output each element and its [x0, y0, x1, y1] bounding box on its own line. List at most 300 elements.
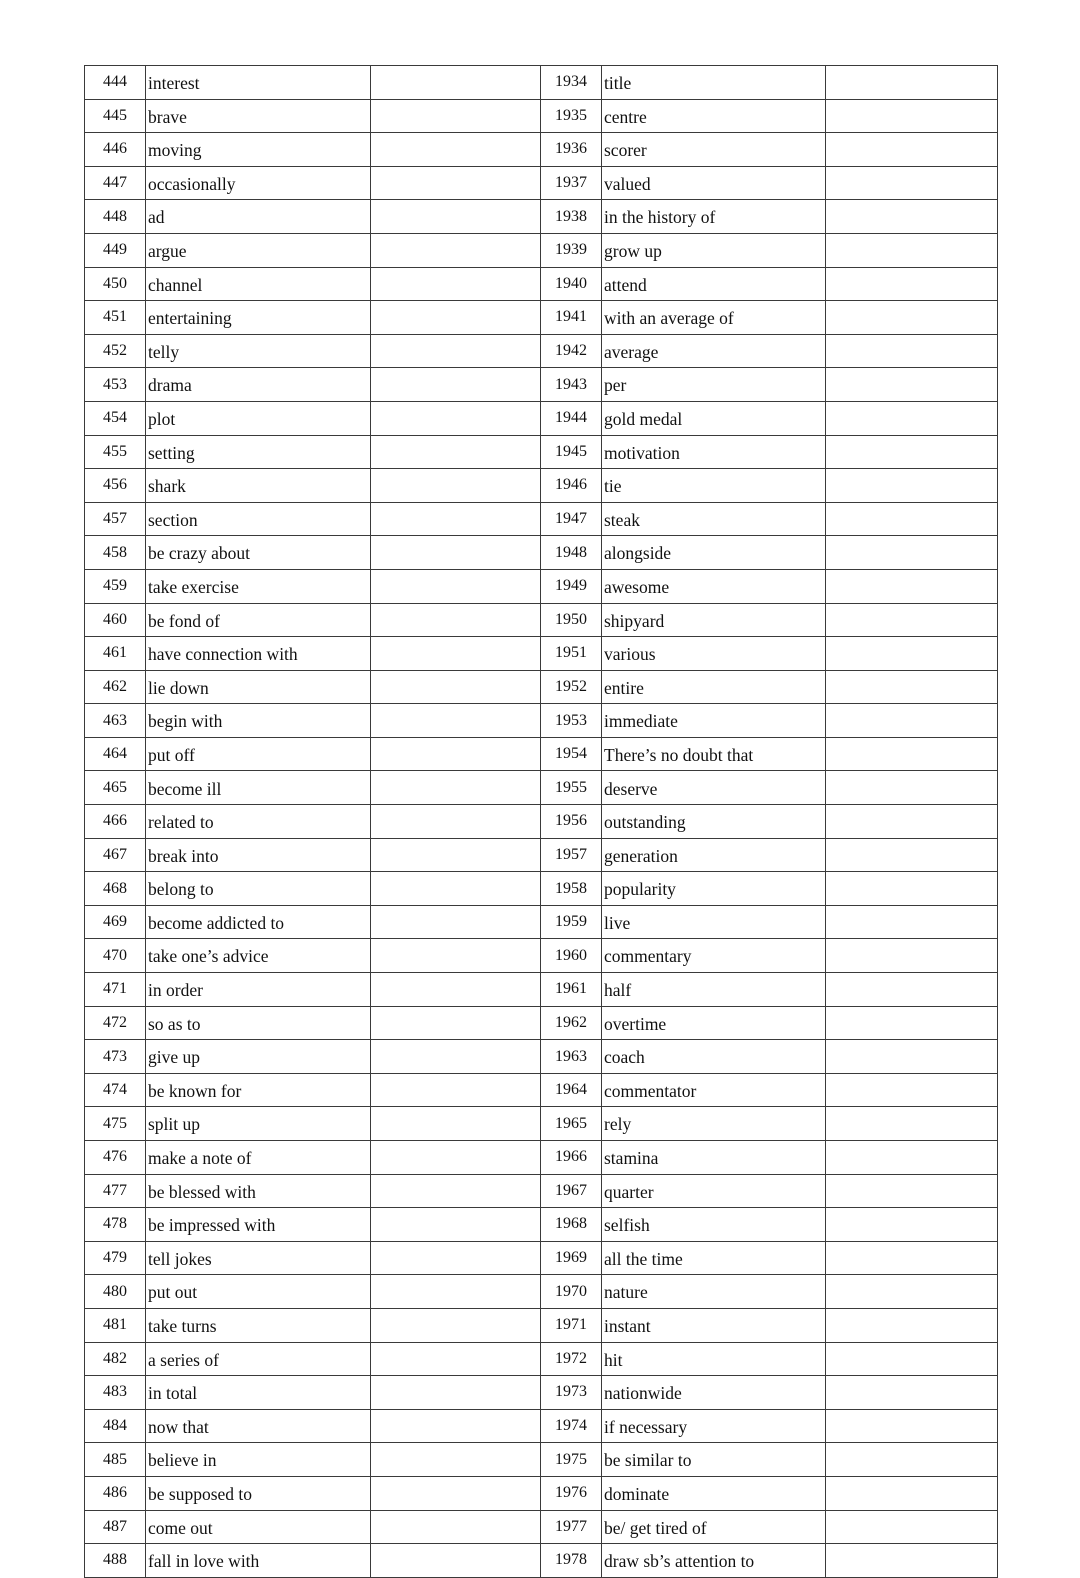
right-entry-number: 1947	[541, 502, 602, 536]
right-entry-word: awesome	[602, 569, 826, 603]
table-row	[85, 1107, 998, 1141]
table-row	[85, 1241, 998, 1275]
right-entry-number: 1945	[541, 435, 602, 469]
left-entry-word: section	[146, 502, 371, 536]
right-answer-cell[interactable]	[826, 166, 998, 200]
left-entry-word: believe in	[146, 1443, 371, 1477]
right-entry-number: 1969	[541, 1241, 602, 1275]
right-answer-cell[interactable]	[826, 637, 998, 671]
left-entry-number: 459	[85, 569, 146, 603]
left-entry-number: 483	[85, 1376, 146, 1410]
table-row	[85, 469, 998, 503]
left-entry-number: 468	[85, 872, 146, 906]
right-entry-word: centre	[602, 99, 826, 133]
right-entry-number: 1934	[541, 66, 602, 100]
table-row	[85, 670, 998, 704]
left-entry-word: now that	[146, 1409, 371, 1443]
right-answer-cell[interactable]	[826, 973, 998, 1007]
right-answer-cell[interactable]	[826, 435, 998, 469]
right-entry-number: 1938	[541, 200, 602, 234]
right-answer-cell[interactable]	[826, 536, 998, 570]
table-row	[85, 1544, 998, 1578]
table-row	[85, 973, 998, 1007]
right-entry-word: commentator	[602, 1073, 826, 1107]
right-entry-word: motivation	[602, 435, 826, 469]
left-answer-cell[interactable]	[371, 1174, 541, 1208]
right-entry-number: 1962	[541, 1006, 602, 1040]
right-entry-number: 1970	[541, 1275, 602, 1309]
left-answer-cell[interactable]	[371, 301, 541, 335]
right-answer-cell[interactable]	[826, 368, 998, 402]
left-entry-number: 455	[85, 435, 146, 469]
right-answer-cell[interactable]	[826, 334, 998, 368]
right-entry-word: nationwide	[602, 1376, 826, 1410]
table-row	[85, 737, 998, 771]
left-entry-word: ad	[146, 200, 371, 234]
right-entry-number: 1964	[541, 1073, 602, 1107]
left-answer-cell[interactable]	[371, 939, 541, 973]
right-answer-cell[interactable]	[826, 469, 998, 503]
left-entry-word: setting	[146, 435, 371, 469]
right-entry-word: gold medal	[602, 401, 826, 435]
left-entry-number: 481	[85, 1308, 146, 1342]
left-entry-number: 453	[85, 368, 146, 402]
left-entry-number: 449	[85, 233, 146, 267]
left-answer-cell[interactable]	[371, 66, 541, 100]
left-answer-cell[interactable]	[371, 1208, 541, 1242]
table-row	[85, 1006, 998, 1040]
left-entry-number: 456	[85, 469, 146, 503]
table-row	[85, 838, 998, 872]
left-entry-number: 477	[85, 1174, 146, 1208]
right-entry-word: outstanding	[602, 805, 826, 839]
right-answer-cell[interactable]	[826, 569, 998, 603]
left-entry-word: become addicted to	[146, 905, 371, 939]
table-row	[85, 301, 998, 335]
left-entry-number: 476	[85, 1141, 146, 1175]
right-answer-cell[interactable]	[826, 771, 998, 805]
right-entry-number: 1942	[541, 334, 602, 368]
right-entry-number: 1959	[541, 905, 602, 939]
right-answer-cell[interactable]	[826, 301, 998, 335]
right-answer-cell[interactable]	[826, 1174, 998, 1208]
left-entry-word: be known for	[146, 1073, 371, 1107]
right-entry-word: immediate	[602, 704, 826, 738]
right-entry-word: entire	[602, 670, 826, 704]
left-entry-number: 447	[85, 166, 146, 200]
right-entry-word: attend	[602, 267, 826, 301]
right-entry-number: 1963	[541, 1040, 602, 1074]
table-row	[85, 1275, 998, 1309]
right-entry-word: in the history of	[602, 200, 826, 234]
vocabulary-table-body	[85, 66, 998, 1578]
left-entry-number: 444	[85, 66, 146, 100]
right-entry-word: hit	[602, 1342, 826, 1376]
right-entry-number: 1950	[541, 603, 602, 637]
left-entry-number: 464	[85, 737, 146, 771]
left-answer-cell[interactable]	[371, 1476, 541, 1510]
right-entry-word: draw sb’s attention to	[602, 1544, 826, 1578]
right-entry-word: all the time	[602, 1241, 826, 1275]
left-entry-word: telly	[146, 334, 371, 368]
left-answer-cell[interactable]	[371, 233, 541, 267]
right-entry-word: nature	[602, 1275, 826, 1309]
right-entry-word: coach	[602, 1040, 826, 1074]
table-row	[85, 905, 998, 939]
table-row	[85, 401, 998, 435]
right-entry-number: 1943	[541, 368, 602, 402]
left-entry-number: 472	[85, 1006, 146, 1040]
right-entry-word: average	[602, 334, 826, 368]
left-entry-word: be fond of	[146, 603, 371, 637]
right-entry-number: 1968	[541, 1208, 602, 1242]
left-answer-cell[interactable]	[371, 1006, 541, 1040]
right-entry-number: 1949	[541, 569, 602, 603]
left-entry-word: moving	[146, 133, 371, 167]
right-entry-number: 1935	[541, 99, 602, 133]
left-answer-cell[interactable]	[371, 637, 541, 671]
left-entry-word: a series of	[146, 1342, 371, 1376]
right-entry-number: 1975	[541, 1443, 602, 1477]
left-answer-cell[interactable]	[371, 805, 541, 839]
left-answer-cell[interactable]	[371, 1443, 541, 1477]
right-entry-number: 1948	[541, 536, 602, 570]
left-answer-cell[interactable]	[371, 1141, 541, 1175]
left-entry-word: tell jokes	[146, 1241, 371, 1275]
left-entry-number: 446	[85, 133, 146, 167]
left-entry-number: 451	[85, 301, 146, 335]
left-entry-number: 479	[85, 1241, 146, 1275]
right-answer-cell[interactable]	[826, 502, 998, 536]
right-entry-number: 1937	[541, 166, 602, 200]
left-entry-word: in order	[146, 973, 371, 1007]
right-answer-cell[interactable]	[826, 872, 998, 906]
table-row	[85, 200, 998, 234]
left-entry-number: 487	[85, 1510, 146, 1544]
right-answer-cell[interactable]	[826, 1476, 998, 1510]
right-entry-number: 1951	[541, 637, 602, 671]
right-answer-cell[interactable]	[826, 1241, 998, 1275]
table-row	[85, 939, 998, 973]
right-entry-word: tie	[602, 469, 826, 503]
table-row	[85, 435, 998, 469]
left-entry-number: 462	[85, 670, 146, 704]
left-answer-cell[interactable]	[371, 737, 541, 771]
left-entry-number: 474	[85, 1073, 146, 1107]
left-answer-cell[interactable]	[371, 1544, 541, 1578]
left-answer-cell[interactable]	[371, 1275, 541, 1309]
right-entry-word: steak	[602, 502, 826, 536]
right-answer-cell[interactable]	[826, 401, 998, 435]
left-answer-cell[interactable]	[371, 1342, 541, 1376]
right-entry-number: 1953	[541, 704, 602, 738]
right-entry-word: selfish	[602, 1208, 826, 1242]
right-answer-cell[interactable]	[826, 1208, 998, 1242]
right-answer-cell[interactable]	[826, 670, 998, 704]
left-entry-number: 448	[85, 200, 146, 234]
table-row	[85, 805, 998, 839]
right-entry-number: 1939	[541, 233, 602, 267]
left-entry-word: be blessed with	[146, 1174, 371, 1208]
right-entry-number: 1956	[541, 805, 602, 839]
right-entry-number: 1972	[541, 1342, 602, 1376]
table-row	[85, 1476, 998, 1510]
left-entry-word: drama	[146, 368, 371, 402]
table-row	[85, 1409, 998, 1443]
right-answer-cell[interactable]	[826, 1107, 998, 1141]
right-answer-cell[interactable]	[826, 1006, 998, 1040]
right-answer-cell[interactable]	[826, 133, 998, 167]
right-entry-word: half	[602, 973, 826, 1007]
table-row	[85, 1443, 998, 1477]
table-row	[85, 166, 998, 200]
right-entry-word: per	[602, 368, 826, 402]
right-entry-word: alongside	[602, 536, 826, 570]
table-row	[85, 133, 998, 167]
left-answer-cell[interactable]	[371, 334, 541, 368]
left-answer-cell[interactable]	[371, 670, 541, 704]
right-entry-number: 1961	[541, 973, 602, 1007]
table-row	[85, 1141, 998, 1175]
right-entry-word: if necessary	[602, 1409, 826, 1443]
left-entry-number: 469	[85, 905, 146, 939]
left-answer-cell[interactable]	[371, 1241, 541, 1275]
right-entry-word: scorer	[602, 133, 826, 167]
left-entry-number: 465	[85, 771, 146, 805]
left-entry-word: related to	[146, 805, 371, 839]
right-answer-cell[interactable]	[826, 1376, 998, 1410]
right-entry-word: commentary	[602, 939, 826, 973]
left-entry-word: take turns	[146, 1308, 371, 1342]
left-answer-cell[interactable]	[371, 469, 541, 503]
left-answer-cell[interactable]	[371, 1040, 541, 1074]
left-answer-cell[interactable]	[371, 99, 541, 133]
left-answer-cell[interactable]	[371, 1409, 541, 1443]
left-answer-cell[interactable]	[371, 973, 541, 1007]
left-entry-word: fall in love with	[146, 1544, 371, 1578]
left-answer-cell[interactable]	[371, 838, 541, 872]
left-entry-word: be supposed to	[146, 1476, 371, 1510]
right-entry-word: overtime	[602, 1006, 826, 1040]
table-row	[85, 1342, 998, 1376]
left-entry-number: 460	[85, 603, 146, 637]
right-answer-cell[interactable]	[826, 1409, 998, 1443]
right-entry-word: various	[602, 637, 826, 671]
right-answer-cell[interactable]	[826, 1308, 998, 1342]
right-entry-number: 1955	[541, 771, 602, 805]
left-entry-word: belong to	[146, 872, 371, 906]
left-entry-number: 450	[85, 267, 146, 301]
right-entry-number: 1967	[541, 1174, 602, 1208]
left-entry-number: 478	[85, 1208, 146, 1242]
right-entry-number: 1957	[541, 838, 602, 872]
table-row	[85, 1308, 998, 1342]
vocabulary-table	[84, 65, 998, 1578]
right-answer-cell[interactable]	[826, 1544, 998, 1578]
right-answer-cell[interactable]	[826, 704, 998, 738]
right-answer-cell[interactable]	[826, 1275, 998, 1309]
left-entry-word: split up	[146, 1107, 371, 1141]
left-entry-word: break into	[146, 838, 371, 872]
right-entry-word: popularity	[602, 872, 826, 906]
right-entry-number: 1974	[541, 1409, 602, 1443]
left-answer-cell[interactable]	[371, 368, 541, 402]
left-entry-word: give up	[146, 1040, 371, 1074]
left-answer-cell[interactable]	[371, 133, 541, 167]
left-answer-cell[interactable]	[371, 536, 541, 570]
right-answer-cell[interactable]	[826, 1443, 998, 1477]
left-entry-number: 467	[85, 838, 146, 872]
left-entry-number: 486	[85, 1476, 146, 1510]
right-answer-cell[interactable]	[826, 99, 998, 133]
right-entry-number: 1973	[541, 1376, 602, 1410]
left-entry-word: put out	[146, 1275, 371, 1309]
left-entry-word: argue	[146, 233, 371, 267]
left-entry-number: 457	[85, 502, 146, 536]
right-entry-number: 1940	[541, 267, 602, 301]
right-entry-word: be/ get tired of	[602, 1510, 826, 1544]
right-entry-word: generation	[602, 838, 826, 872]
left-entry-word: occasionally	[146, 166, 371, 200]
left-entry-number: 485	[85, 1443, 146, 1477]
left-entry-word: plot	[146, 401, 371, 435]
left-answer-cell[interactable]	[371, 502, 541, 536]
left-entry-number: 470	[85, 939, 146, 973]
table-row	[85, 1174, 998, 1208]
left-entry-number: 458	[85, 536, 146, 570]
table-row	[85, 502, 998, 536]
table-row	[85, 536, 998, 570]
left-entry-number: 473	[85, 1040, 146, 1074]
table-row	[85, 233, 998, 267]
left-entry-number: 475	[85, 1107, 146, 1141]
right-entry-number: 1952	[541, 670, 602, 704]
left-entry-word: take one’s advice	[146, 939, 371, 973]
right-entry-number: 1978	[541, 1544, 602, 1578]
right-entry-number: 1976	[541, 1476, 602, 1510]
left-entry-number: 445	[85, 99, 146, 133]
left-entry-number: 461	[85, 637, 146, 671]
table-row	[85, 637, 998, 671]
right-answer-cell[interactable]	[826, 805, 998, 839]
left-entry-word: channel	[146, 267, 371, 301]
right-entry-word: valued	[602, 166, 826, 200]
right-entry-number: 1977	[541, 1510, 602, 1544]
left-entry-word: make a note of	[146, 1141, 371, 1175]
right-entry-word: shipyard	[602, 603, 826, 637]
left-answer-cell[interactable]	[371, 267, 541, 301]
right-entry-number: 1941	[541, 301, 602, 335]
left-entry-word: so as to	[146, 1006, 371, 1040]
left-answer-cell[interactable]	[371, 872, 541, 906]
left-answer-cell[interactable]	[371, 771, 541, 805]
table-row	[85, 1208, 998, 1242]
left-entry-number: 452	[85, 334, 146, 368]
right-answer-cell[interactable]	[826, 1342, 998, 1376]
left-answer-cell[interactable]	[371, 1376, 541, 1410]
left-answer-cell[interactable]	[371, 1073, 541, 1107]
left-answer-cell[interactable]	[371, 704, 541, 738]
right-entry-word: with an average of	[602, 301, 826, 335]
right-entry-word: be similar to	[602, 1443, 826, 1477]
left-entry-number: 488	[85, 1544, 146, 1578]
table-row	[85, 569, 998, 603]
left-answer-cell[interactable]	[371, 603, 541, 637]
table-row	[85, 603, 998, 637]
left-entry-word: come out	[146, 1510, 371, 1544]
right-entry-number: 1971	[541, 1308, 602, 1342]
table-row	[85, 66, 998, 100]
right-answer-cell[interactable]	[826, 905, 998, 939]
left-entry-word: be crazy about	[146, 536, 371, 570]
left-entry-number: 471	[85, 973, 146, 1007]
right-entry-word: quarter	[602, 1174, 826, 1208]
left-entry-number: 484	[85, 1409, 146, 1443]
right-answer-cell[interactable]	[826, 1073, 998, 1107]
right-answer-cell[interactable]	[826, 737, 998, 771]
table-row	[85, 267, 998, 301]
left-answer-cell[interactable]	[371, 200, 541, 234]
right-answer-cell[interactable]	[826, 66, 998, 100]
left-entry-word: have connection with	[146, 637, 371, 671]
right-answer-cell[interactable]	[826, 939, 998, 973]
right-entry-number: 1954	[541, 737, 602, 771]
table-row	[85, 704, 998, 738]
table-row	[85, 334, 998, 368]
right-answer-cell[interactable]	[826, 1141, 998, 1175]
left-entry-number: 482	[85, 1342, 146, 1376]
table-row	[85, 872, 998, 906]
right-answer-cell[interactable]	[826, 1040, 998, 1074]
right-entry-number: 1936	[541, 133, 602, 167]
left-entry-number: 454	[85, 401, 146, 435]
left-entry-number: 480	[85, 1275, 146, 1309]
left-entry-word: take exercise	[146, 569, 371, 603]
table-row	[85, 1376, 998, 1410]
right-answer-cell[interactable]	[826, 838, 998, 872]
right-entry-number: 1966	[541, 1141, 602, 1175]
right-entry-word: deserve	[602, 771, 826, 805]
right-entry-word: title	[602, 66, 826, 100]
right-entry-word: instant	[602, 1308, 826, 1342]
left-answer-cell[interactable]	[371, 1107, 541, 1141]
right-answer-cell[interactable]	[826, 233, 998, 267]
left-entry-word: brave	[146, 99, 371, 133]
table-row	[85, 99, 998, 133]
right-answer-cell[interactable]	[826, 603, 998, 637]
right-answer-cell[interactable]	[826, 267, 998, 301]
right-entry-word: grow up	[602, 233, 826, 267]
left-entry-word: become ill	[146, 771, 371, 805]
left-entry-word: interest	[146, 66, 371, 100]
left-answer-cell[interactable]	[371, 905, 541, 939]
left-answer-cell[interactable]	[371, 569, 541, 603]
right-entry-word: There’s no doubt that	[602, 737, 826, 771]
right-answer-cell[interactable]	[826, 200, 998, 234]
left-answer-cell[interactable]	[371, 166, 541, 200]
table-row	[85, 368, 998, 402]
right-entry-word: dominate	[602, 1476, 826, 1510]
right-entry-number: 1944	[541, 401, 602, 435]
left-entry-word: put off	[146, 737, 371, 771]
left-answer-cell[interactable]	[371, 401, 541, 435]
table-row	[85, 1040, 998, 1074]
left-answer-cell[interactable]	[371, 435, 541, 469]
left-entry-word: shark	[146, 469, 371, 503]
left-answer-cell[interactable]	[371, 1308, 541, 1342]
table-row	[85, 1073, 998, 1107]
right-entry-number: 1958	[541, 872, 602, 906]
